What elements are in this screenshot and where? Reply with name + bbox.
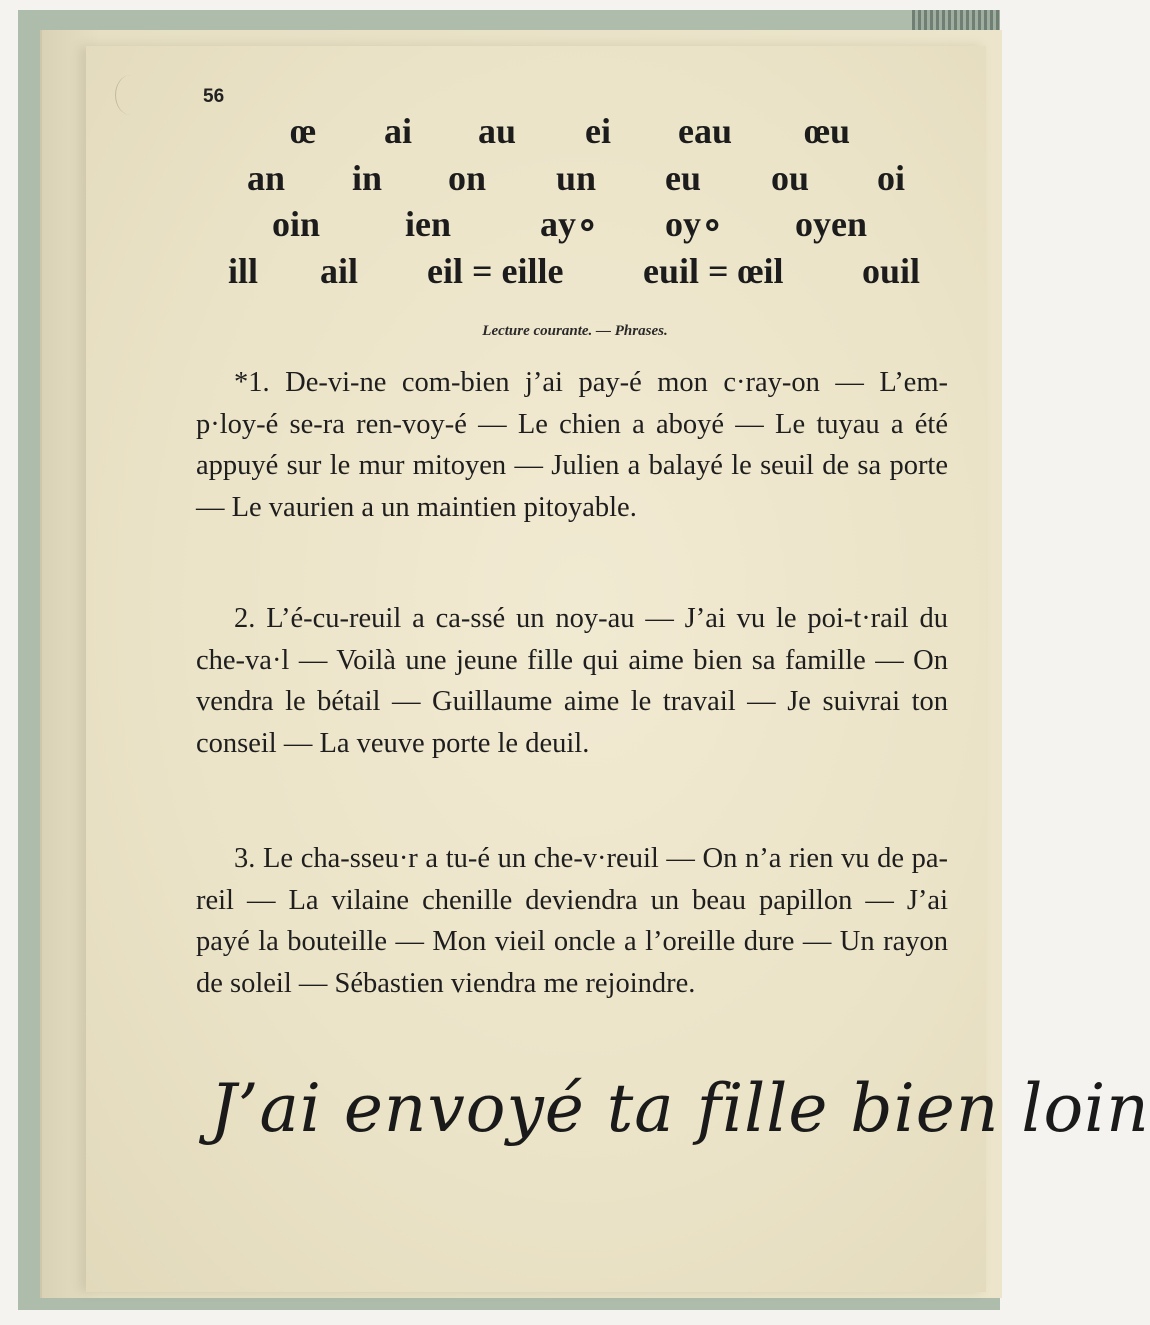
sound-item: ail [320, 251, 359, 291]
sound-item: oin [272, 204, 321, 244]
sound-item: eau [678, 111, 732, 151]
cursive-writing-line: J’ai envoyé ta fille bien loin [210, 1070, 1150, 1147]
sound-item: eu [665, 158, 701, 198]
sound-item: ill [228, 251, 259, 291]
section-subtitle: Lecture courante. — Phrases. [482, 323, 668, 339]
sound-item: ouil [862, 251, 921, 291]
margin-mark [115, 75, 146, 115]
sound-item: ai [384, 111, 413, 151]
sound-item: un [556, 158, 597, 198]
sound-item: ou [771, 158, 810, 198]
sound-item: au [478, 111, 517, 151]
sound-item: an [247, 158, 286, 198]
sound-item: eil = eille [427, 251, 564, 291]
sound-item: oyen [795, 204, 867, 244]
sound-item: euil = œil [643, 251, 784, 291]
reading-paragraph-1: *1. De-vi-ne com-bien j’ai pay-é mon c·ray-on — L’em-p·loy-é se-ra ren-voy-é — Le chien a aboyé — Le tuyau a été appuyé sur le mur mitoyen — Julien a balayé le seuil de sa porte — Le vaurien a un maintien pitoyable. [196, 367, 948, 523]
sound-item: ay∘ [540, 204, 599, 244]
sound-item: œu [804, 111, 851, 151]
sound-item: oi [877, 158, 906, 198]
sound-item: on [448, 158, 487, 198]
sound-item: in [352, 158, 383, 198]
page-number: 56 [203, 86, 225, 107]
sound-item: oy∘ [665, 204, 724, 244]
reading-paragraph-3: 3. Le cha-sseu·r a tu-é un che-v·reuil — On n’a rien vu de pa-reil — La vilaine chenille deviendra un beau papillon — J’ai payé la bouteille — Mon vieil oncle a l’oreille dure — Un rayon de soleil — Sébastien viendra me rejoindre. [196, 843, 948, 999]
sound-item: ei [585, 111, 611, 151]
sound-item: ien [405, 204, 452, 244]
sound-item: œ [290, 111, 316, 151]
reading-paragraph-2: 2. L’é-cu-reuil a ca-ssé un noy-au — J’ai vu le poi-t·rail du che-va·l — Voilà une jeune fille qui aime bien sa famille — On vendra le bétail — Guillaume aime le travail — Je suivrai ton conseil — La veuve porte le deuil. [196, 603, 948, 759]
